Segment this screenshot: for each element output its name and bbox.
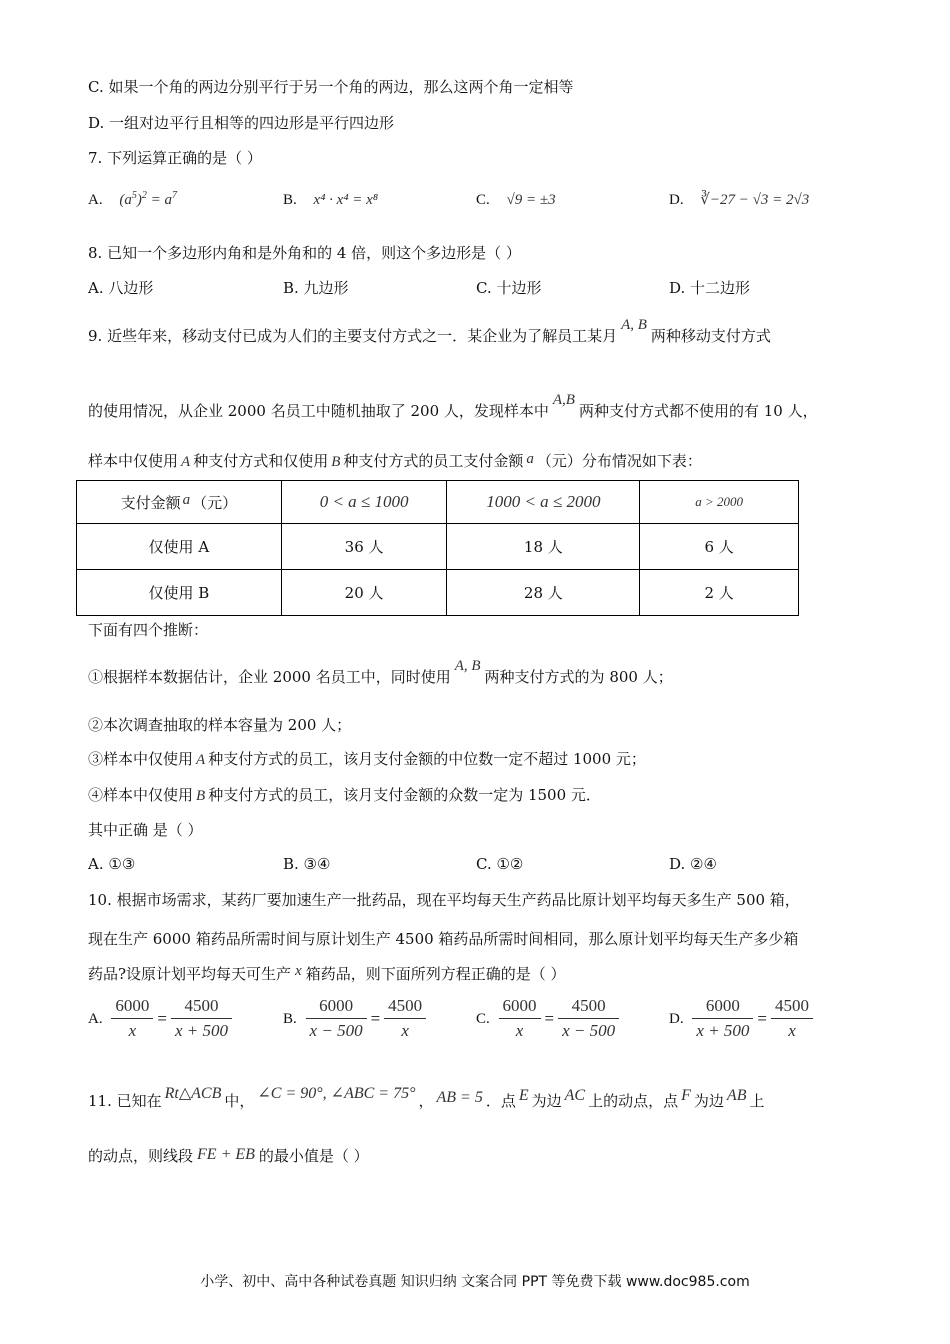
table-cell: 20 人: [281, 570, 447, 616]
q8-option-d: D. 十二边形: [669, 279, 751, 297]
question-7-stem: 7. 下列运算正确的是（ ）: [88, 149, 262, 167]
table-cell: 18 人: [447, 524, 640, 570]
q10-option-c: C. $\frac{6000}{x}$ = $\frac{4500}{x - 500}$: [476, 996, 619, 1041]
question-8-options: [88, 277, 868, 305]
question-8-stem: 8. 已知一个多边形内角和是外角和的 4 倍，则这个多边形是（ ）: [88, 244, 521, 262]
inference-3: ③样本中仅使用 A 种支付方式的员工，该月支付金额的中位数一定不超过 1000 元；: [88, 750, 646, 768]
table-cell: 6 人: [640, 524, 799, 570]
question-10-line-1: 10. 根据市场需求，某药厂要加速生产一批药品，现在平均每天生产药品比原计划平均每天多生产 500 箱，: [88, 891, 800, 909]
q9-option-a: A. ①③: [88, 855, 136, 873]
payment-distribution-table: [76, 480, 799, 616]
q10-option-d: D. $\frac{6000}{x + 500}$ = $\frac{4500}{x}$: [669, 996, 813, 1041]
inference-4: ④样本中仅使用 B 种支付方式的员工，该月支付金额的众数一定为 1500 元．: [88, 786, 601, 804]
q7-option-c: C. √9 = ±3: [476, 192, 556, 208]
q7-option-b: B. x⁴ · x⁴ = x⁸: [283, 192, 379, 208]
q7-option-a: A. $(a^5)^2 = a^7$: [88, 190, 177, 208]
question-9-line-2: 的使用情况，从企业 2000 名员工中随机抽取了 200 人，发现样本中A,B两种支付方式都不使用的有 10 人，: [88, 392, 818, 420]
table-header-cell: 1000 < a ≤ 2000: [447, 481, 640, 524]
question-9-line-3: 样本中仅使用 A 种支付方式和仅使用 B 种支付方式的员工支付金额 a （元）分布情况如下表：: [88, 451, 702, 470]
table-row-label: 仅使用 A: [77, 524, 282, 570]
q8-option-a: A. 八边形: [88, 279, 154, 297]
q9-option-d: D. ②④: [669, 855, 717, 873]
option-d-text: D. 一组对边平行且相等的四边形是平行四边形: [88, 114, 395, 132]
table-row: [77, 570, 799, 616]
table-cell: 2 人: [640, 570, 799, 616]
table-row: [77, 524, 799, 570]
question-9-ask: 其中正确 是（ ）: [88, 821, 203, 839]
question-11-line-1: 11. 已知在 Rt△ACB 中， ∠C = 90°, ∠ABC = 75° ， AB = 5 ．点 E 为边 AC 上的动点，点 F 为边 AB 上: [88, 1085, 765, 1110]
table-header-cell: a > 2000: [640, 481, 799, 524]
question-9-options: [88, 855, 868, 883]
question-10-options: [88, 996, 868, 1048]
table-cell: 36 人: [281, 524, 447, 570]
option-c-text: C. 如果一个角的两边分别平行于另一个角的两边，那么这两个角一定相等: [88, 78, 574, 96]
inference-2: ②本次调查抽取的样本容量为 200 人；: [88, 716, 352, 734]
question-10-line-3: 药品?设原计划平均每天可生产 x 箱药品，则下面所列方程正确的是（ ）: [88, 963, 566, 983]
inferences-intro: 下面有四个推断：: [88, 621, 209, 639]
q8-option-b: B. 九边形: [283, 279, 349, 297]
table-header-cell: 0 < a ≤ 1000: [281, 481, 447, 524]
table-cell: 28 人: [447, 570, 640, 616]
page-footer: 小学、初中、高中各种试卷真题 知识归纳 文案合同 PPT 等免费下载 www.doc985.com: [200, 1274, 750, 1290]
question-7-options: [88, 190, 868, 218]
q10-option-b: B. $\frac{6000}{x - 500}$ = $\frac{4500}{x}$: [283, 996, 426, 1041]
inference-1: ①根据样本数据估计，企业 2000 名员工中，同时使用A, B两种支付方式的为 800 人；: [88, 658, 673, 686]
table-header-row: [77, 481, 799, 524]
q10-option-a: A. $\frac{6000}{x}$ = $\frac{4500}{x + 500}$: [88, 996, 232, 1041]
table-row-label: 仅使用 B: [77, 570, 282, 616]
q7-option-d: D. ∛−27 − √3 = 2√3: [669, 192, 810, 208]
table-header-cell: 支付金额 a （元）: [77, 481, 282, 524]
q8-option-c: C. 十边形: [476, 279, 542, 297]
question-11-line-2: 的动点，则线段 FE + EB 的最小值是（ ）: [88, 1146, 369, 1165]
question-9-line-1: 9. 近些年来，移动支付已成为人们的主要支付方式之一．某企业为了解员工某月A, B两种移动支付方式: [88, 317, 771, 345]
question-10-line-2: 现在生产 6000 箱药品所需时间与原计划生产 4500 箱药品所需时间相同，那么原计划平均每天生产多少箱: [88, 930, 799, 948]
q9-option-b: B. ③④: [283, 855, 331, 873]
q9-option-c: C. ①②: [476, 855, 524, 873]
